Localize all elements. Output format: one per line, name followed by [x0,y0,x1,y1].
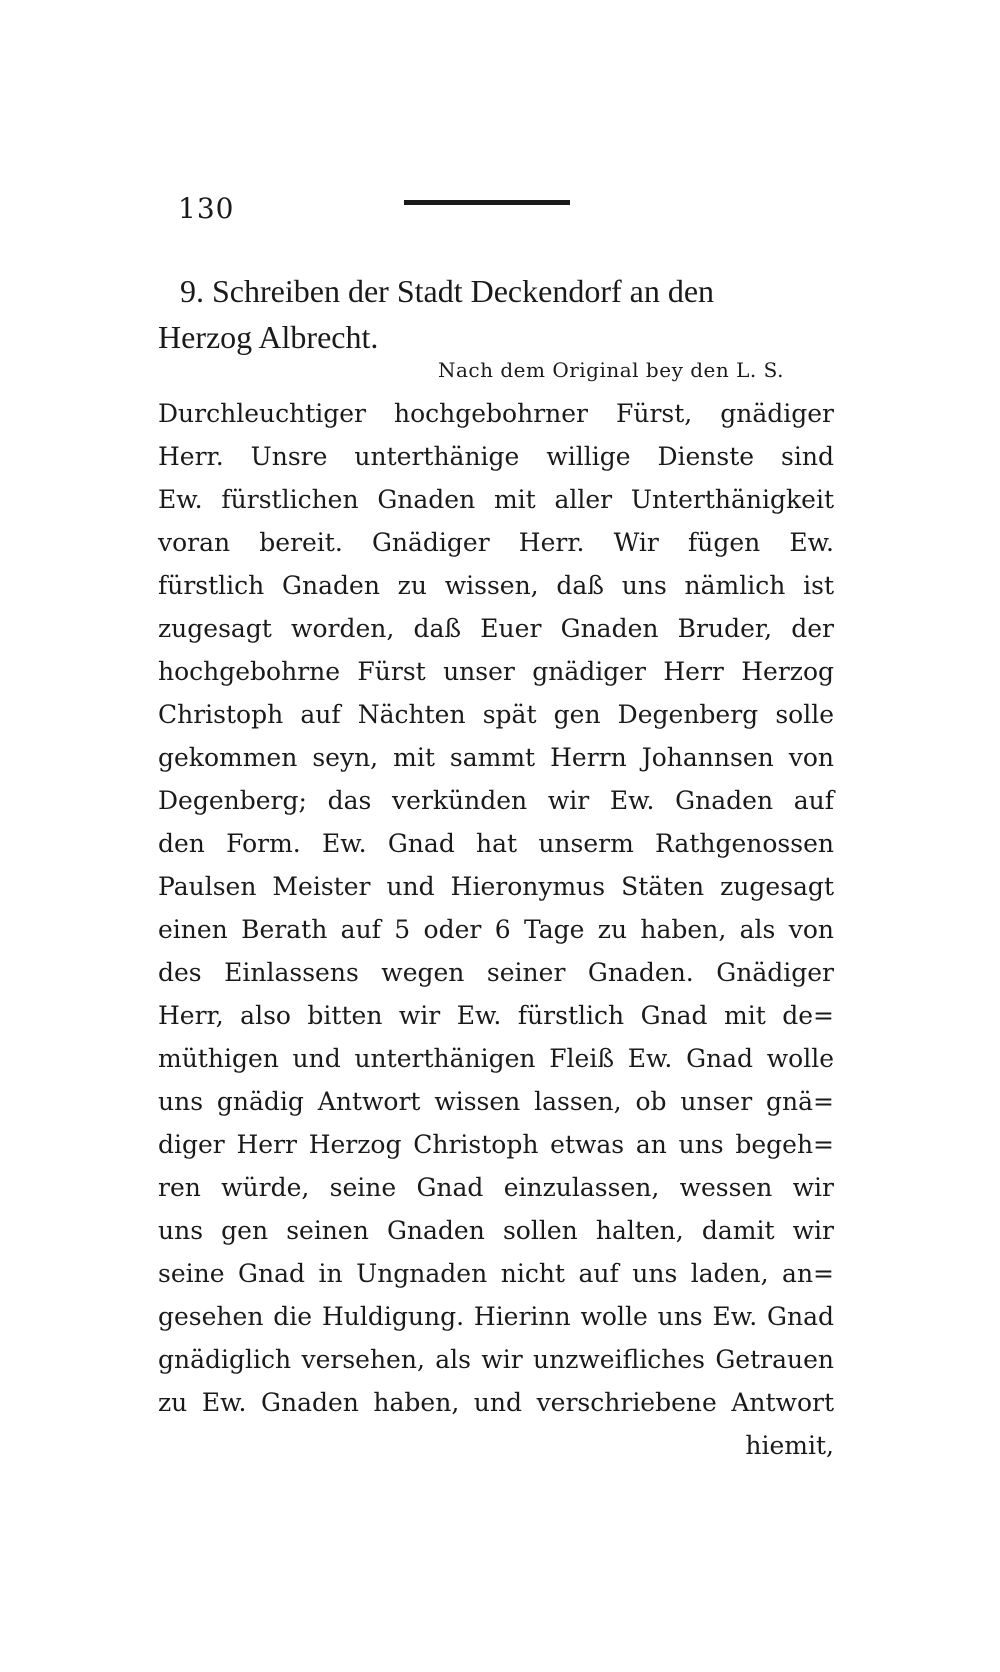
text-line: voran bereit. Gnädiger Herr. Wir fügen Ew. [158,528,834,557]
text-line: uns gnädig Antwort wissen lassen, ob unser gnä= [158,1087,834,1116]
page-number: 130 [178,192,235,225]
text-line: den Form. Ew. Gnad hat unserm Rathgenossen [158,829,834,858]
text-line: gekommen seyn, mit sammt Herrn Johannsen von [158,743,834,772]
text-line: diger Herr Herzog Christoph etwas an uns begeh= [158,1130,834,1159]
text-line: Herr, also bitten wir Ew. fürstlich Gnad mit de= [158,1001,834,1030]
text-line: müthigen und unterthänigen Fleiß Ew. Gnad wolle [158,1044,834,1073]
section-heading [158,268,818,360]
heading-line-2: Herzog Albrecht. [158,319,379,355]
catchword: hiemit, [745,1431,834,1460]
heading-title: Schreiben der Stadt Deckendorf an den [212,273,715,309]
text-line: ren würde, seine Gnad einzulassen, wessen wir [158,1173,834,1202]
header-rule [404,200,570,205]
text-line: Christoph auf Nächten spät gen Degenberg solle [158,700,834,729]
heading-number: 9. [180,273,204,309]
source-note: Nach dem Original bey den L. S. [438,358,784,382]
text-line: gesehen die Huldigung. Hierinn wolle uns Ew. Gnad [158,1302,834,1331]
text-line: zugesagt worden, daß Euer Gnaden Bruder, der [158,614,834,643]
text-line: Herr. Unsre unterthänige willige Dienste sind [158,442,834,471]
text-line: Durchleuchtiger hochgebohrner Fürst, gnädiger [158,399,834,428]
text-line: zu Ew. Gnaden haben, und verschriebene Antwort [158,1388,834,1417]
text-line: gnädiglich versehen, als wir unzweifliches Getrauen [158,1345,834,1374]
body-text [158,392,834,1467]
text-line: fürstlich Gnaden zu wissen, daß uns nämlich ist [158,571,834,600]
text-line: uns gen seinen Gnaden sollen halten, damit wir [158,1216,834,1245]
text-line: hochgebohrne Fürst unser gnädiger Herr Herzog [158,657,834,686]
text-line: Paulsen Meister und Hieronymus Stäten zugesagt [158,872,834,901]
heading-line-1 [158,268,818,314]
text-line: Ew. fürstlichen Gnaden mit aller Unterthänigkeit [158,485,834,514]
text-line: Degenberg; das verkünden wir Ew. Gnaden auf [158,786,834,815]
text-line: des Einlassens wegen seiner Gnaden. Gnädiger [158,958,834,987]
text-line: einen Berath auf 5 oder 6 Tage zu haben, als von [158,915,834,944]
text-line: seine Gnad in Ungnaden nicht auf uns laden, an= [158,1259,834,1288]
